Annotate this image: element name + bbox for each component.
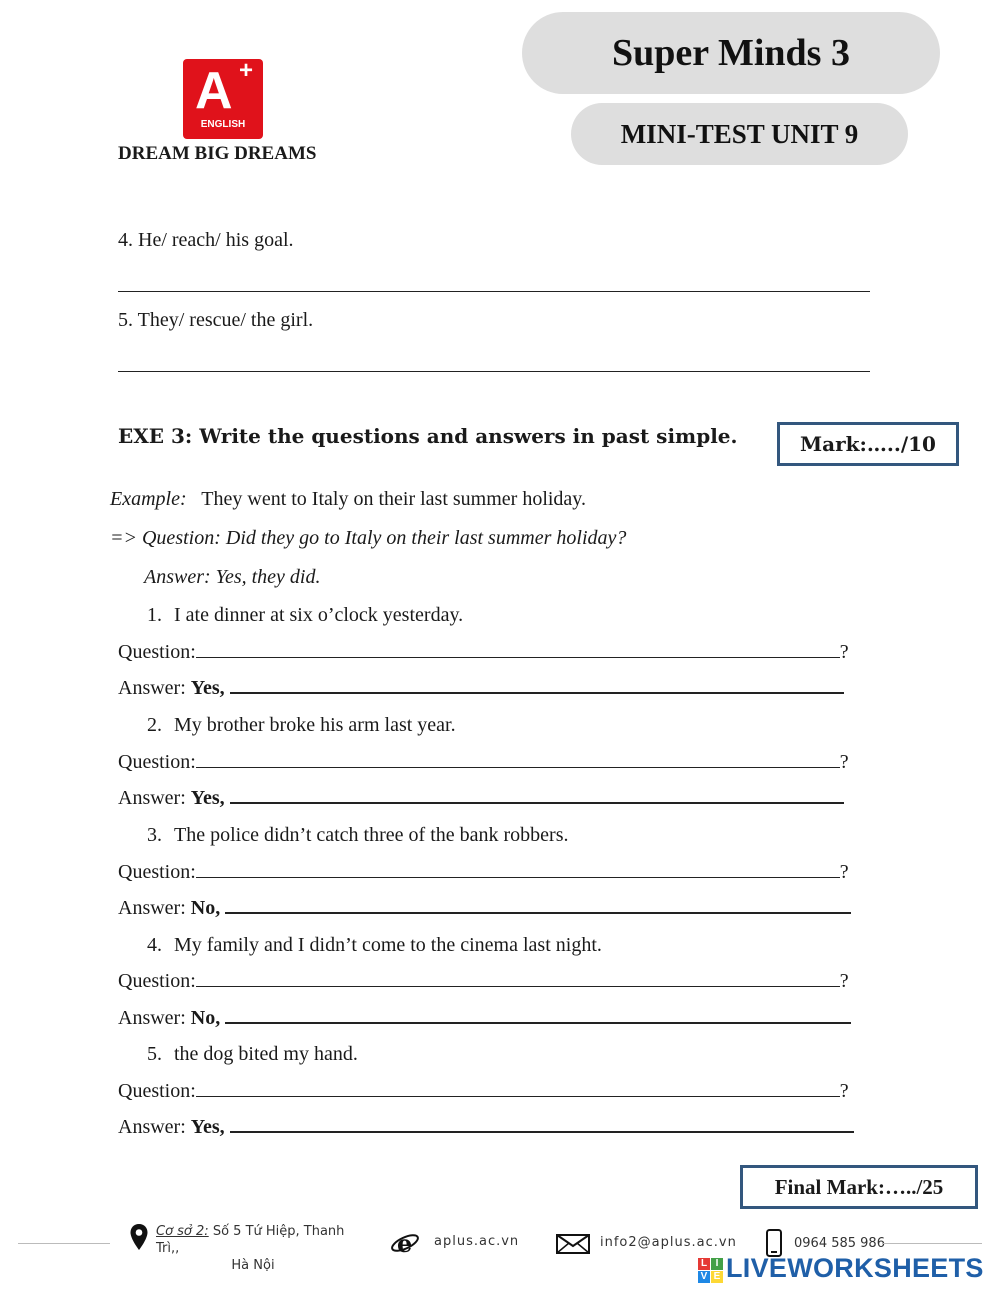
- question-row-3: [118, 861, 849, 884]
- address-line1: Số 5 Tứ Hiệp, Thanh Trì,,: [156, 1224, 345, 1256]
- answer-label: Answer:: [118, 1007, 186, 1029]
- item-number: 2.: [147, 714, 162, 736]
- final-mark-box: [740, 1165, 978, 1209]
- item-number: 1.: [147, 604, 162, 626]
- answer-word: Yes,: [190, 677, 225, 699]
- mail-icon: [556, 1234, 590, 1254]
- answer-blank-5[interactable]: [230, 1131, 854, 1133]
- answer-word: Yes,: [190, 1116, 225, 1138]
- item-text: My family and I didn’t come to the cinema last night.: [174, 934, 602, 956]
- internet-explorer-icon: [390, 1229, 420, 1257]
- item-3: [147, 824, 568, 847]
- example-text: They went to Italy on their last summer holiday.: [201, 488, 587, 510]
- answer-blank-2[interactable]: [230, 802, 844, 804]
- item-2: [147, 714, 456, 737]
- question-label: Question:: [118, 1080, 196, 1102]
- item-number: 5.: [147, 1043, 162, 1065]
- question-mark: ?: [839, 1080, 849, 1102]
- logo-letter: A: [195, 62, 233, 120]
- question-mark: ?: [839, 861, 849, 883]
- answer-label: Answer:: [118, 787, 186, 809]
- answer-word: No,: [190, 1007, 221, 1029]
- question-mark: ?: [839, 970, 849, 992]
- question-blank-3[interactable]: [196, 877, 840, 878]
- answer-label: Answer:: [118, 1116, 186, 1138]
- answer-row-1: [118, 677, 844, 700]
- example-answer: Answer: Yes, they did.: [144, 566, 321, 588]
- question-label: Question:: [118, 970, 196, 992]
- question-label: Question:: [118, 641, 196, 663]
- address-label: Cơ sở 2:: [156, 1224, 209, 1239]
- phone[interactable]: 0964 585 986: [794, 1236, 885, 1251]
- svg-text:e: e: [397, 1229, 413, 1257]
- answer-line-4[interactable]: [118, 291, 870, 292]
- question-row-4: [118, 970, 849, 993]
- answer-blank-1[interactable]: [230, 692, 844, 694]
- answer-label: Answer:: [118, 897, 186, 919]
- item-number: 3.: [147, 824, 162, 846]
- answer-blank-4[interactable]: [225, 1022, 851, 1024]
- mark-text: Mark:…../10: [800, 432, 936, 456]
- example-label: Example:: [110, 488, 187, 510]
- item-5: [147, 1043, 358, 1066]
- question-label: Question:: [118, 751, 196, 773]
- item-1: [147, 604, 463, 627]
- footer-divider-left: [18, 1243, 110, 1244]
- address: [156, 1223, 356, 1274]
- example-row: [110, 488, 586, 511]
- subtitle-pill: [571, 103, 908, 165]
- question-label: Question:: [118, 861, 196, 883]
- logo: [183, 59, 263, 139]
- question-row-2: [118, 751, 849, 774]
- example-question: => Question: Did they go to Italy on their last summer holiday?: [110, 527, 627, 549]
- answer-row-4: [118, 1007, 851, 1030]
- question-row-1: [118, 641, 849, 664]
- item-number: 4.: [147, 934, 162, 956]
- slogan: DREAM BIG DREAMS: [118, 143, 317, 164]
- question-blank-5[interactable]: [196, 1096, 840, 1097]
- address-line2: Hà Nội: [231, 1258, 275, 1273]
- answer-line-5[interactable]: [118, 371, 870, 372]
- badge-letter: E: [711, 1271, 723, 1283]
- exercise-heading: EXE 3: Write the questions and answers in past simple.: [118, 424, 738, 448]
- badge-letter: I: [711, 1258, 723, 1270]
- question-blank-1[interactable]: [196, 657, 840, 658]
- liveworksheets-watermark: LIVEWORKSHEETS: [726, 1253, 984, 1283]
- email[interactable]: info2@aplus.ac.vn: [600, 1235, 737, 1250]
- footer-divider-right: [882, 1243, 982, 1244]
- answer-word: Yes,: [190, 787, 225, 809]
- location-pin-icon: [129, 1223, 149, 1251]
- item-text: the dog bited my hand.: [174, 1043, 358, 1065]
- page-subtitle: MINI-TEST UNIT 9: [620, 119, 859, 149]
- question-mark: ?: [839, 641, 849, 663]
- answer-row-5: [118, 1116, 854, 1139]
- answer-row-3: [118, 897, 851, 920]
- item-text: My brother broke his arm last year.: [174, 714, 456, 736]
- logo-word: ENGLISH: [200, 119, 246, 130]
- question-blank-4[interactable]: [196, 986, 840, 987]
- mark-box: [777, 422, 959, 466]
- title-pill: [522, 12, 940, 94]
- item-text: I ate dinner at six o’clock yesterday.: [174, 604, 464, 626]
- website[interactable]: aplus.ac.vn: [434, 1234, 520, 1249]
- badge-letter: L: [698, 1258, 710, 1270]
- badge-letter: V: [698, 1271, 710, 1283]
- answer-blank-3[interactable]: [225, 912, 851, 914]
- logo-plus: +: [239, 57, 254, 84]
- page-title: Super Minds 3: [612, 32, 850, 74]
- liveworksheets-badge: [698, 1258, 724, 1284]
- prev-item-5: 5. They/ rescue/ the girl.: [118, 309, 314, 331]
- prev-item-4: 4. He/ reach/ his goal.: [118, 229, 294, 251]
- question-row-5: [118, 1080, 849, 1103]
- answer-label: Answer:: [118, 677, 186, 699]
- final-mark-text: Final Mark:…../25: [774, 1175, 944, 1199]
- answer-row-2: [118, 787, 844, 810]
- answer-word: No,: [190, 897, 221, 919]
- question-blank-2[interactable]: [196, 767, 840, 768]
- item-text: The police didn’t catch three of the bank robbers.: [174, 824, 569, 846]
- question-mark: ?: [839, 751, 849, 773]
- item-4: [147, 934, 602, 957]
